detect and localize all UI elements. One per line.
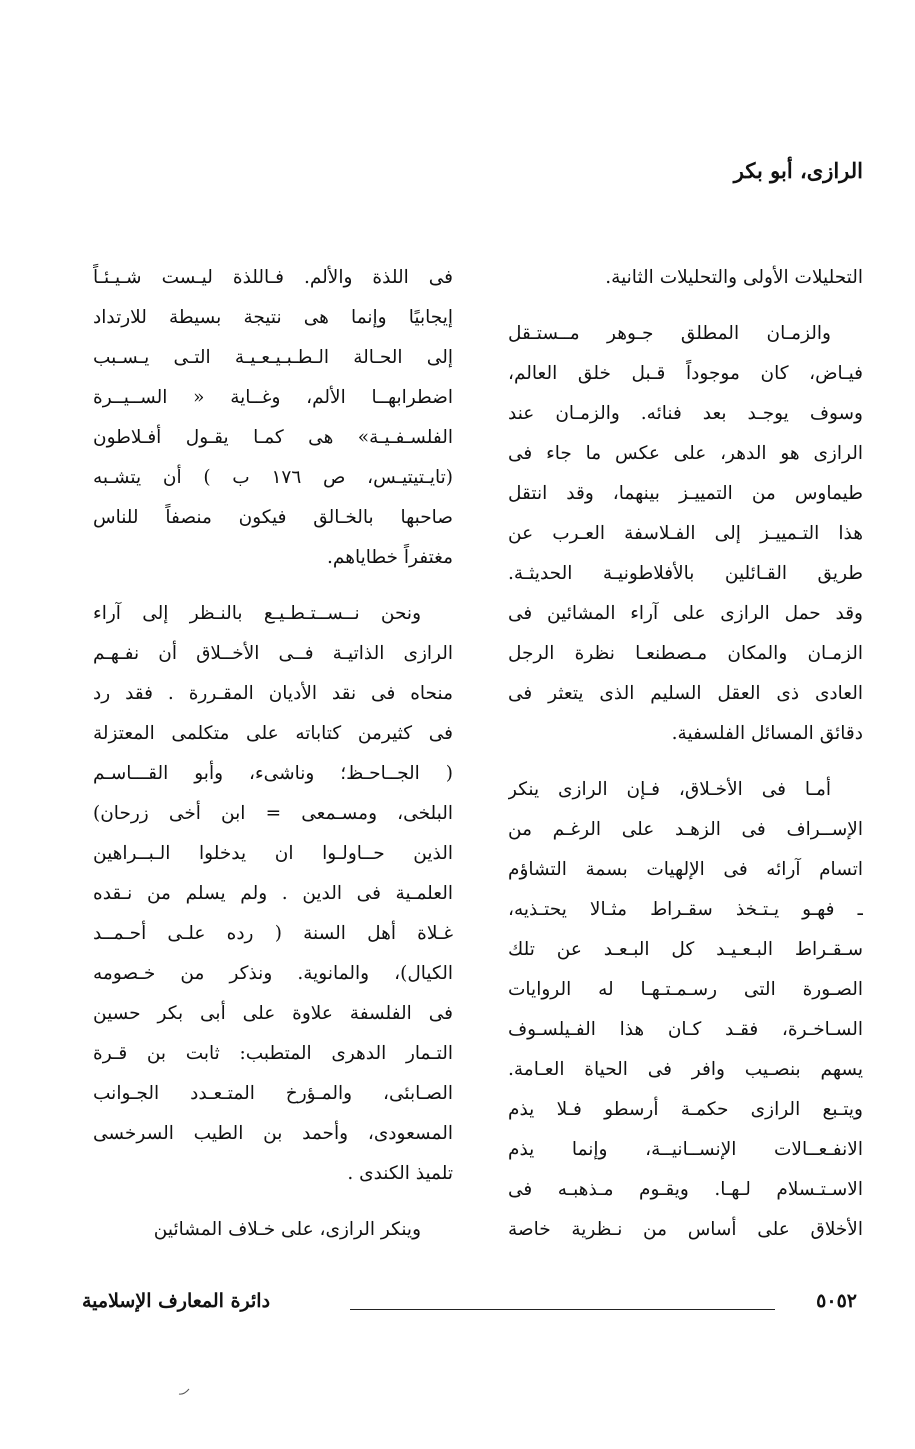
paragraph xyxy=(93,594,453,1194)
text-line: ـ فهـو يـتـخذ سقـراط مثـالا يحتـذيه، xyxy=(508,899,863,920)
text-line: فى الفلسفة علاوة على أبى بكر حسين xyxy=(93,1003,453,1024)
text-line: البلخى، ومسـمعى = ابن أخى زرحان) xyxy=(93,803,453,824)
text-line: غـلاة أهل السنة ( رده علـى أحـمــد xyxy=(93,923,453,944)
text-line: اتسام آرائه فى الإلهيات بسمة التشاؤم xyxy=(508,859,863,880)
text-line: فى كثيرمن كتاباته على متكلمى المعتزلة xyxy=(93,723,453,744)
text-line: إلى الحـالة الـطـبـيـعـيـة التـى يـسـبب xyxy=(93,347,453,368)
text-line: منحاه فى نقد الأديان المقـررة . فقد رد xyxy=(93,683,453,704)
paragraph-gap xyxy=(508,298,863,314)
text-line: العادى ذى العقل السليم الذى يتعثر فى xyxy=(508,683,863,704)
text-line: دقائق المسائل الفلسفية. xyxy=(671,723,863,744)
text-line: صاحبها بالخـالق فيكون منصفاً للناس xyxy=(93,507,453,528)
text-line: الصـابئى، والمـؤرخ المتـعـدد الجـوانب xyxy=(93,1083,453,1104)
text-line: ( الجــاحـظ؛ وناشىء، وأبو القـــاسـم xyxy=(93,763,453,784)
text-line: وسوف يوجـد بعد فنائه. والزمـان عند xyxy=(508,403,863,424)
stray-pen-mark xyxy=(178,1386,190,1396)
text-line: الأخلاق على أساس من نـظرية خاصة xyxy=(508,1219,863,1240)
text-line: ونحن نــســتـطـيـع بالنـظر إلى آراء xyxy=(93,603,421,624)
paragraph xyxy=(93,258,453,578)
paragraph xyxy=(93,1210,453,1250)
page-number: ٥٠٥٢ xyxy=(816,1290,857,1312)
page-footer xyxy=(82,1290,857,1320)
footer-rule xyxy=(350,1309,775,1310)
text-line: يسهم بنصـيب وافر فى الحياة العـامة. xyxy=(508,1059,863,1080)
paragraph-gap xyxy=(93,1194,453,1210)
text-line: طريق القـائلين بالأفلاطونيـة الحديثـة. xyxy=(508,563,863,584)
text-line: الرازى الذاتيـة فــى الأخــلاق أن نفـهـم xyxy=(93,643,453,664)
paragraph-gap xyxy=(508,754,863,770)
text-line: وقد حمل الرازى على آراء المشائين فى xyxy=(508,603,863,624)
text-line: فيـاض، كان موجوداً قـبل خلق العالم، xyxy=(508,363,863,384)
right-column xyxy=(508,258,863,1250)
text-line: الذين حــاولـوا ان يدخلوا الـبــراهين xyxy=(93,843,453,864)
text-line: (تايـتيتيـس، ص ١٧٦ ب ) أن يتشـبه xyxy=(93,467,453,488)
paragraph xyxy=(508,770,863,1250)
text-line: المسعودى، وأحمد بن الطيب السرخسى xyxy=(93,1123,453,1144)
paragraph xyxy=(508,258,863,298)
text-line: الإســراف فى الزهـد على الرغـم من xyxy=(508,819,863,840)
text-line: التحليلات الأولى والتحليلات الثانية. xyxy=(605,267,863,288)
text-line: إيجابيًا وإنما هى نتيجة بسيطة للارتداد xyxy=(93,307,453,328)
text-line: طيماوس من التمييـز بينهما، وقد انتقل xyxy=(508,483,863,504)
text-line: الكيال)، والمانوية. ونذكر من خـصومه xyxy=(93,963,453,984)
text-line: العلمـية فى الدين . ولم يسلم من نـقده xyxy=(93,883,453,904)
paragraph xyxy=(508,314,863,754)
text-line: الرازى هو الدهر، على عكس ما جاء فى xyxy=(508,443,863,464)
text-line: مغتفراً خطاياهم. xyxy=(327,547,453,568)
text-line: الاسـتـسلام لـهـا. ويقـوم مـذهبـه فى xyxy=(508,1179,863,1200)
left-column xyxy=(93,258,453,1250)
text-line: وينكر الرازى، على خـلاف المشائين xyxy=(153,1219,421,1240)
text-line: ويتـبع الرازى حكمـة أرسطو فـلا يذم xyxy=(508,1099,863,1120)
text-line: الانفـعــالات الإنســانيــة، وإنما يذم xyxy=(508,1139,863,1160)
text-line: اضطرابهــا الألم، وغــاية « الســيــرة xyxy=(93,387,453,408)
text-line: سـقـراط البـعـيـد كل البـعـد عن تلك xyxy=(508,939,863,960)
running-head: الرازى، أبو بكر xyxy=(733,158,863,183)
text-line: تلميذ الكندى . xyxy=(347,1163,453,1184)
text-line: الفلسـفـيـة» هى كمـا يقـول أفـلاطون xyxy=(93,427,453,448)
text-line: والزمـان المطلق جـوهر مــستـقل xyxy=(508,323,831,344)
text-line: أمـا فى الأخـلاق، فـإن الرازى ينكر xyxy=(508,779,831,800)
text-line: التـمار الدهرى المتطبب: ثابت بن قـرة xyxy=(93,1043,453,1064)
publication-title: دائرة المعارف الإسلامية xyxy=(82,1290,271,1312)
text-line: الصـورة التى رسـمـتـهـا له الروايات xyxy=(508,979,863,1000)
text-line: الزمـان والمكان مـصطنعـا نظرة الرجل xyxy=(508,643,863,664)
text-line: فى اللذة والألم. فـاللذة ليـست شـيـئـاً xyxy=(93,267,453,288)
paragraph-gap xyxy=(93,578,453,594)
text-line: هذا التـمييـز إلى الفـلاسفة العـرب عن xyxy=(508,523,863,544)
text-line: السـاخـرة، فقـد كـان هذا الفـيلسـوف xyxy=(508,1019,863,1040)
